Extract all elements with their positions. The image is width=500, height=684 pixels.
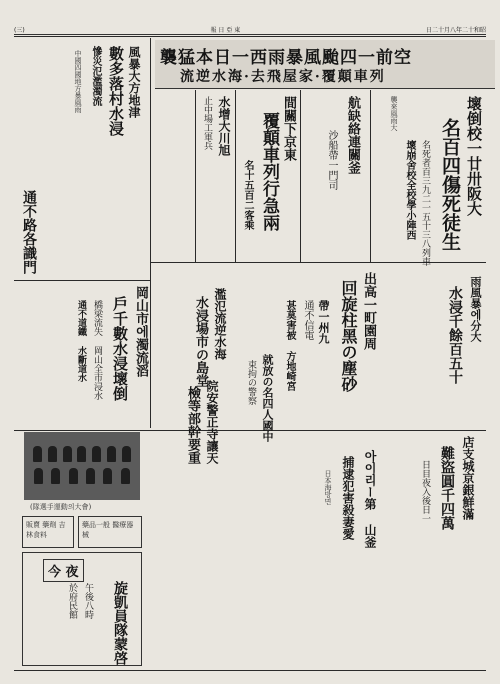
gate-headline: 通不路各識門	[21, 190, 37, 274]
ad-small-2	[78, 516, 142, 548]
tokyo-caption: 名十五百二客乘	[242, 160, 253, 230]
note-small: 日本海방면	[324, 470, 332, 505]
okayama-caption-2: 通不道鐵 水斷道水	[76, 300, 86, 382]
ad-small-2-text: 藥品一般 醫療器械	[82, 521, 134, 539]
tsu-headline: 風暴大方地津	[127, 46, 141, 118]
rule-lower	[14, 430, 486, 431]
asahikawa-sub: 止中場工軍兵	[202, 96, 212, 150]
rule-v-2	[300, 90, 301, 262]
ad-keimo-title: 今 夜	[43, 559, 84, 582]
rule-left-mid	[14, 280, 150, 281]
team-photo	[24, 432, 140, 500]
oita-sub: 雨風暴에分大	[469, 276, 482, 342]
oita-headline: 水浸千餘百五十	[447, 286, 463, 384]
shuen-subheadline: 回旋柱黑の塵砂	[339, 280, 358, 392]
arrest-sub: 束拘の警察	[246, 360, 256, 405]
banner-main-headline: 襲猛本日一西雨暴風颱四一前空	[160, 48, 412, 68]
tsu-caption: 慘災氾濫濁流	[90, 46, 101, 106]
kanpu-headline: 航缺絡連關釜	[345, 96, 360, 174]
osaka-body-1: 襲來風雨大	[390, 96, 398, 131]
bank-subheadline: 難盜圓千四萬	[439, 446, 455, 530]
rule-v-3	[235, 90, 236, 262]
rule-v-4	[195, 90, 196, 262]
masthead-right: 日二十月八年二十和昭	[425, 27, 486, 34]
kiri-subheadline: 檢等部幹要重	[185, 386, 200, 464]
tsu-body: 中國四國地方暴風雨	[74, 50, 82, 113]
arrest-headline: 就放の名四人國中	[261, 354, 274, 442]
rule-bottom	[14, 670, 486, 671]
rule-mid	[150, 262, 486, 263]
kiri-headline: 院安警正寺讓天	[205, 380, 219, 464]
okayama-headline: 岡山市에濁流滔	[133, 286, 148, 377]
ad-small-1-text: 販賣 藥劑 吉林食料	[26, 521, 66, 539]
miyazaki-headline: 甚莫害被 方地崎宮	[284, 300, 295, 391]
haisui-subheadline: 水浸場市の島堂	[193, 296, 208, 387]
osaka-subheadline: 名百四傷死徒生	[439, 118, 461, 251]
banner-sub-headline: 流逆水海·去飛屋家·覆顛車列	[180, 69, 386, 85]
ad-keimo	[22, 552, 142, 666]
masthead-left: (三)	[14, 27, 25, 34]
okayama-subheadline: 戶千數水浸壞倒	[111, 296, 129, 401]
photo-row-front	[30, 468, 134, 484]
tokyo-headline: 間關下京東	[281, 96, 296, 161]
rule-v-left	[150, 38, 151, 428]
haisui-headline: 濫氾流逆水海	[213, 288, 227, 360]
osaka-caption-1: 名死者百三九二一五十三八列車	[420, 140, 430, 266]
rule-v-1	[370, 90, 371, 262]
pusan-headline: 아이리ー第 山釜	[363, 450, 377, 548]
masthead-center: 報 日 亞 東	[210, 27, 241, 34]
pusan-subheadline: 捕逮犯害殺妻愛	[341, 456, 355, 540]
tsu-subheadline: 數多落村水浸	[107, 46, 125, 136]
ad-keimo-line1: 午後八時	[83, 583, 93, 619]
ad-keimo-line2: 於府民館	[67, 583, 77, 619]
bank-caption: 日目夜入後日一	[420, 460, 430, 523]
osaka-caption-2: 壞崩舍校全校學小陣西	[404, 140, 415, 240]
shuen-headline: 出高一町園周	[361, 272, 376, 350]
bank-headline: 店支城京銀鮮滿	[461, 436, 475, 520]
kyushu-headline: 通不信電	[302, 300, 313, 340]
osaka-headline: 壞倒校一廿卅阪大	[465, 96, 483, 216]
kanpu-sub: 沙船帶一門司	[326, 130, 337, 190]
masthead	[14, 24, 486, 35]
asahikawa-headline: 水增大川旭	[217, 96, 231, 156]
kyushu-sub: 帶一州九	[317, 300, 330, 344]
tokyo-subheadline: 覆顛車列行急兩	[259, 112, 279, 231]
ad-keimo-headline: 旋凱員隊蒙啓	[112, 581, 128, 665]
rule-top	[14, 36, 486, 37]
photo-caption: (隊選手運動의大會)	[30, 503, 92, 511]
photo-row-back	[30, 446, 134, 462]
ad-small-1	[22, 516, 74, 548]
okayama-caption-1: 橋梁流失 岡山全市浸水	[92, 300, 102, 400]
